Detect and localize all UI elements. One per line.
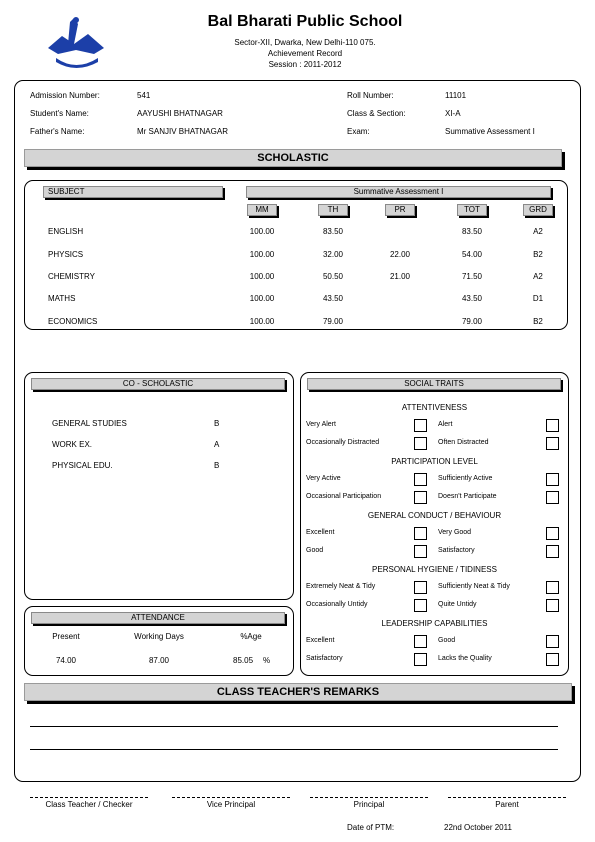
father-name-value: Mr SANJIV BHATNAGAR bbox=[137, 127, 228, 136]
trait-label: Often Distracted bbox=[438, 439, 489, 446]
co-scholastic-title: CO - SCHOLASTIC bbox=[122, 379, 194, 388]
practical-marks: 22.00 bbox=[389, 250, 411, 259]
record-title: Achievement Record bbox=[267, 49, 343, 58]
attendance-title: ATTENDANCE bbox=[131, 613, 185, 622]
subject-name: ENGLISH bbox=[48, 227, 84, 236]
trait-label: Very Alert bbox=[306, 421, 336, 428]
theory-marks: 83.50 bbox=[322, 227, 344, 236]
col-header-mm bbox=[247, 204, 277, 216]
col-header-pr-label: PR bbox=[394, 205, 406, 214]
subject-name: PHYSICS bbox=[48, 250, 84, 259]
present-value: 74.00 bbox=[55, 656, 77, 665]
theory-marks: 32.00 bbox=[322, 250, 344, 259]
trait-checkbox[interactable] bbox=[414, 437, 427, 450]
student-name-label: Student's Name: bbox=[30, 109, 89, 118]
trait-label: Satisfactory bbox=[438, 547, 475, 554]
roll-number-label: Roll Number: bbox=[347, 91, 394, 100]
working-days-label: Working Days bbox=[134, 632, 184, 641]
trait-group-heading: ATTENTIVENESS bbox=[401, 403, 468, 412]
co-scholastic-header bbox=[31, 378, 285, 390]
trait-checkbox[interactable] bbox=[414, 473, 427, 486]
trait-checkbox[interactable] bbox=[546, 491, 559, 504]
remarks-line bbox=[30, 749, 558, 750]
trait-label: Doesn't Participate bbox=[438, 493, 497, 500]
exam-label: Exam: bbox=[347, 127, 370, 136]
trait-checkbox[interactable] bbox=[546, 473, 559, 486]
grade: A2 bbox=[533, 272, 543, 281]
percentage-label: %Age bbox=[240, 632, 262, 641]
social-traits-header bbox=[307, 378, 561, 390]
trait-label: Occasionally Untidy bbox=[306, 601, 368, 608]
school-name: Bal Bharati Public School bbox=[207, 13, 403, 30]
subject-header bbox=[43, 186, 223, 198]
trait-label: Extremely Neat & Tidy bbox=[306, 583, 376, 590]
remarks-title: CLASS TEACHER'S REMARKS bbox=[216, 686, 380, 698]
grade: A2 bbox=[533, 227, 543, 236]
trait-checkbox[interactable] bbox=[414, 545, 427, 558]
trait-label: Sufficiently Active bbox=[438, 475, 493, 482]
trait-group-heading: GENERAL CONDUCT / BEHAVIOUR bbox=[367, 511, 502, 520]
co-scholastic-box bbox=[24, 372, 294, 600]
remarks-line bbox=[30, 726, 558, 727]
school-emblem-icon bbox=[44, 14, 108, 70]
trait-checkbox[interactable] bbox=[546, 545, 559, 558]
roll-number-value: 11101 bbox=[445, 91, 467, 100]
percentage-sign: % bbox=[263, 656, 271, 665]
total-marks: 79.00 bbox=[461, 317, 483, 326]
trait-checkbox[interactable] bbox=[546, 419, 559, 432]
trait-group-heading: PERSONAL HYGIENE / TIDINESS bbox=[372, 565, 497, 574]
signature-label: Parent bbox=[495, 800, 519, 809]
trait-label: Sufficiently Neat & Tidy bbox=[438, 583, 510, 590]
grade: B2 bbox=[533, 250, 543, 259]
present-label: Present bbox=[52, 632, 80, 641]
assessment-header bbox=[246, 186, 551, 198]
co-item-name: PHYSICAL EDU. bbox=[52, 461, 113, 470]
subject-name: CHEMISTRY bbox=[48, 272, 95, 281]
school-address: Sector-XII, Dwarka, New Delhi-110 075. bbox=[234, 38, 376, 47]
trait-checkbox[interactable] bbox=[414, 419, 427, 432]
signature-label: Vice Principal bbox=[206, 800, 256, 809]
max-marks: 100.00 bbox=[249, 227, 275, 236]
ptm-date: 22nd October 2011 bbox=[444, 823, 512, 832]
total-marks: 54.00 bbox=[461, 250, 483, 259]
grade: D1 bbox=[532, 294, 544, 303]
session-text: Session : 2011-2012 bbox=[268, 60, 342, 69]
class-section-label: Class & Section: bbox=[347, 109, 406, 118]
signature-parent bbox=[448, 797, 566, 809]
trait-checkbox[interactable] bbox=[414, 653, 427, 666]
signature-class-teacher bbox=[30, 797, 148, 809]
co-item-grade: B bbox=[214, 419, 220, 428]
remarks-heading bbox=[24, 683, 572, 701]
co-item-grade: A bbox=[214, 440, 220, 449]
total-marks: 83.50 bbox=[461, 227, 483, 236]
theory-marks: 50.50 bbox=[322, 272, 344, 281]
trait-label: Excellent bbox=[306, 637, 335, 644]
trait-checkbox[interactable] bbox=[414, 491, 427, 504]
ptm-label: Date of PTM: bbox=[347, 823, 395, 832]
percentage-value: 85.05 bbox=[233, 656, 254, 665]
trait-group-heading: LEADERSHIP CAPABILITIES bbox=[381, 619, 488, 628]
trait-label: Lacks the Quality bbox=[438, 655, 492, 662]
trait-checkbox[interactable] bbox=[546, 581, 559, 594]
col-header-grd-label: GRD bbox=[529, 205, 547, 214]
trait-checkbox[interactable] bbox=[414, 599, 427, 612]
col-header-th-label: TH bbox=[327, 205, 339, 214]
co-item-name: WORK EX. bbox=[52, 440, 93, 449]
admission-value: 541 bbox=[137, 91, 151, 100]
school-logo bbox=[44, 14, 108, 70]
trait-label: Alert bbox=[438, 421, 453, 428]
attendance-header bbox=[31, 612, 285, 624]
max-marks: 100.00 bbox=[249, 250, 275, 259]
scholastic-title: SCHOLASTIC bbox=[257, 152, 329, 164]
trait-checkbox[interactable] bbox=[414, 527, 427, 540]
social-traits-title: SOCIAL TRAITS bbox=[404, 379, 464, 388]
col-header-pr bbox=[385, 204, 415, 216]
trait-label: Excellent bbox=[306, 529, 335, 536]
trait-checkbox[interactable] bbox=[546, 437, 559, 450]
trait-label: Good bbox=[438, 637, 456, 644]
col-header-th bbox=[318, 204, 348, 216]
co-item-name: GENERAL STUDIES bbox=[52, 419, 127, 428]
assessment-header-label: Summative Assessment I bbox=[353, 187, 444, 196]
trait-label: Occasional Participation bbox=[306, 493, 382, 500]
subject-header-label: SUBJECT bbox=[48, 187, 85, 196]
subject-name: MATHS bbox=[48, 294, 76, 303]
col-header-grd bbox=[523, 204, 553, 216]
col-header-tot-label: TOT bbox=[464, 205, 480, 214]
max-marks: 100.00 bbox=[249, 272, 275, 281]
working-days-value: 87.00 bbox=[148, 656, 170, 665]
signature-label: Class Teacher / Checker bbox=[45, 800, 133, 809]
exam-value: Summative Assessment I bbox=[445, 127, 535, 136]
trait-label: Very Good bbox=[438, 529, 472, 536]
max-marks: 100.00 bbox=[249, 317, 275, 326]
trait-checkbox[interactable] bbox=[546, 599, 559, 612]
theory-marks: 43.50 bbox=[322, 294, 344, 303]
practical-marks: 21.00 bbox=[389, 272, 411, 281]
trait-checkbox[interactable] bbox=[546, 527, 559, 540]
father-name-label: Father's Name: bbox=[30, 127, 85, 136]
signature-vice-principal bbox=[172, 797, 290, 809]
col-header-tot bbox=[457, 204, 487, 216]
trait-label: Good bbox=[306, 547, 324, 554]
trait-label: Occasionally Distracted bbox=[306, 439, 380, 446]
subject-name: ECONOMICS bbox=[48, 317, 98, 326]
trait-group-heading: PARTICIPATION LEVEL bbox=[391, 457, 478, 466]
max-marks: 100.00 bbox=[249, 294, 275, 303]
admission-label: Admission Number: bbox=[30, 91, 100, 100]
col-header-mm-label: MM bbox=[255, 205, 269, 214]
co-item-grade: B bbox=[214, 461, 220, 470]
total-marks: 43.50 bbox=[461, 294, 483, 303]
grade: B2 bbox=[533, 317, 543, 326]
signature-label: Principal bbox=[353, 800, 385, 809]
signature-principal bbox=[310, 797, 428, 809]
class-section-value: XI-A bbox=[445, 109, 461, 118]
theory-marks: 79.00 bbox=[322, 317, 344, 326]
trait-label: Quite Untidy bbox=[438, 601, 477, 608]
trait-checkbox[interactable] bbox=[546, 635, 559, 648]
trait-label: Very Active bbox=[306, 475, 341, 482]
student-name-value: AAYUSHI BHATNAGAR bbox=[137, 109, 223, 118]
trait-checkbox[interactable] bbox=[414, 581, 427, 594]
social-traits-box bbox=[300, 372, 569, 676]
total-marks: 71.50 bbox=[461, 272, 483, 281]
scholastic-heading bbox=[24, 149, 562, 167]
trait-checkbox[interactable] bbox=[546, 653, 559, 666]
trait-label: Satisfactory bbox=[306, 655, 343, 662]
trait-checkbox[interactable] bbox=[414, 635, 427, 648]
